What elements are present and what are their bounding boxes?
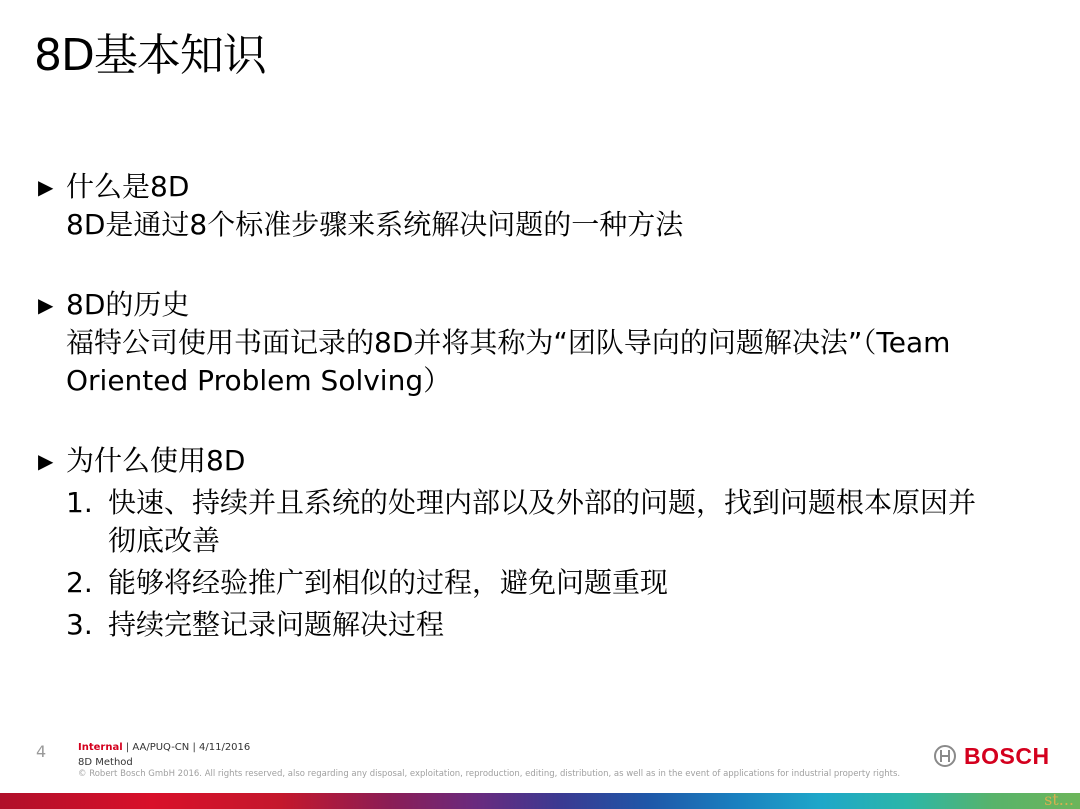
section-heading: 为什么使用8D [66,444,246,477]
slide-content [38,168,1058,686]
list-item [66,564,1058,602]
list-number: 1. [66,486,93,519]
section-heading: 什么是8D [66,170,190,203]
color-band [0,793,1080,809]
section-body-line: 福特公司使用书面记录的8D并将其称为“团队导向的问题解决法”（Team [66,326,951,359]
section-heading: 8D的历史 [66,288,190,321]
list-number: 3. [66,608,93,641]
section-body: 8D是通过8个标准步骤来系统解决问题的一种方法 [66,208,684,241]
section-what-is-8d [38,168,1058,244]
section-why-use-8d [38,442,1058,644]
footer-meta [78,740,250,770]
copyright-notice: © Robert Bosch GmbH 2016. All rights reserved, also regarding any disposal, exploitation, reproduction, editing, distribution, as well as in the event of applications for industrial property rights. [78,769,901,779]
slide-footer [0,736,1080,809]
page-number: 4 [36,742,47,761]
triangle-bullet-icon: ▶ [38,293,54,317]
list-item [66,484,1058,560]
list-number: 2. [66,566,93,599]
section-8d-history [38,286,1058,400]
triangle-bullet-icon: ▶ [38,175,54,199]
slide-title: 8D基本知识 [34,30,266,81]
triangle-bullet-icon: ▶ [38,449,54,473]
bosch-logo [934,742,1050,770]
section-body-line: Oriented Problem Solving） [66,364,452,397]
list-item-text: 快速、持续并且系统的处理内部以及外部的问题，找到问题根本原因并 [108,486,977,519]
numbered-list [66,484,1058,644]
logo-wordmark: BOSCH [964,742,1050,769]
list-item-text: 彻底改善 [108,524,221,557]
list-item-text: 能够将经验推广到相似的过程，避免问题重现 [108,566,669,599]
classification-label: Internal [78,742,123,753]
list-item [66,606,1058,644]
bosch-armature-icon [934,745,956,767]
document-name: 8D Method [78,757,133,768]
watermark: st... [1044,790,1074,809]
list-item-text: 持续完整记录问题解决过程 [108,608,445,641]
department-date: | AA/PUQ-CN | 4/11/2016 [122,742,251,753]
